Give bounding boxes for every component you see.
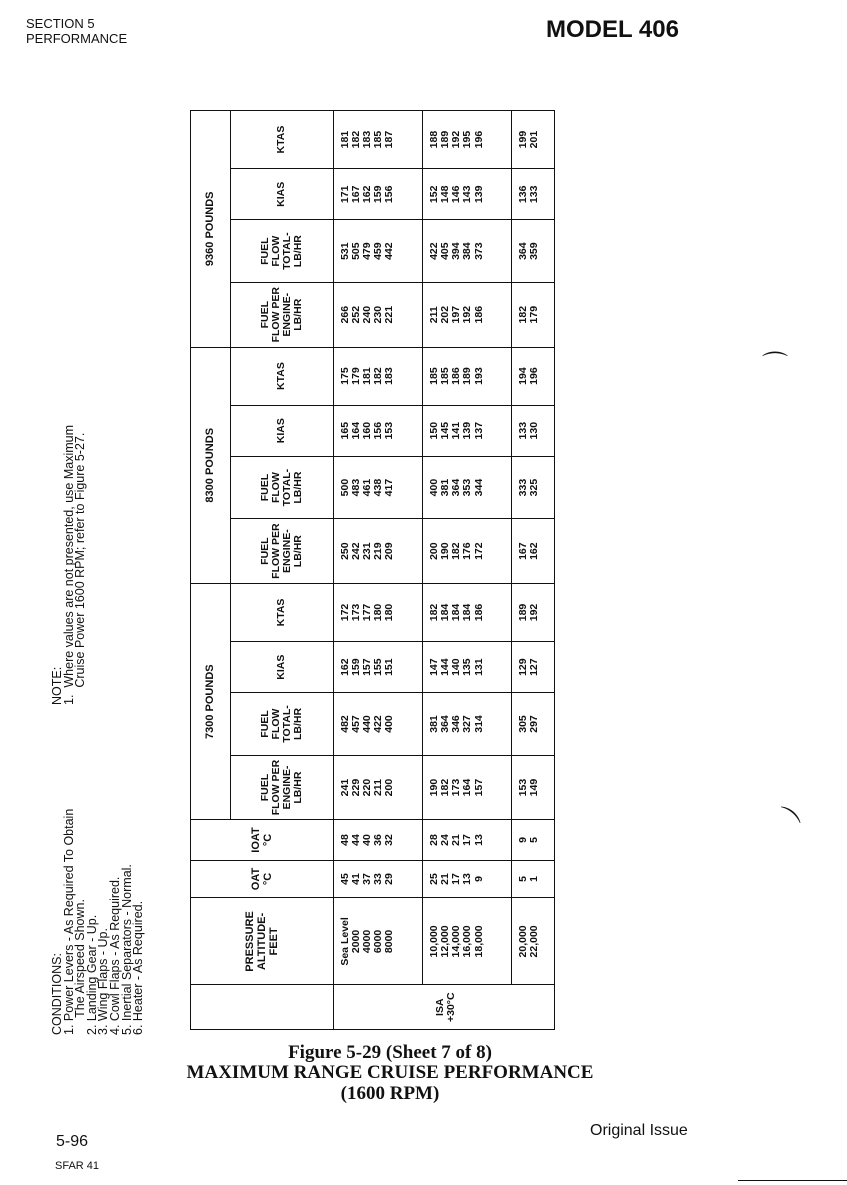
w7300-ff-engine-cell: 153 149 (511, 755, 554, 820)
oat-cell: 5 1 (511, 860, 554, 898)
note-block (52, 425, 87, 705)
table-body (333, 111, 554, 1030)
table-row (333, 111, 422, 1030)
w9360-ff-total-cell: 422 405 394 384 373 (422, 220, 511, 282)
margin-mark: ⌒ (762, 350, 789, 380)
w8300-ktas-cell: 175 179 181 182 183 (333, 347, 422, 405)
header-ioat: IOAT °C (191, 820, 334, 860)
header-ktas: KTAS (230, 583, 333, 641)
w8300-kias-cell: 133 130 (511, 405, 554, 456)
w9360-kias-cell: 136 133 (511, 169, 554, 220)
note-title: NOTE: (50, 666, 64, 705)
w8300-ff-engine-cell: 200 190 182 176 172 (422, 519, 511, 584)
isa-condition-label: ISA +30°C (333, 985, 554, 1030)
w7300-ff-total-cell: 305 297 (511, 693, 554, 755)
weight-9360: 9360 POUNDS (191, 111, 231, 348)
w7300-ktas-cell: 189 192 (511, 583, 554, 641)
issue-label: Original Issue (590, 1122, 688, 1139)
condition-item: 1. Power Levers - As Required To Obtain (61, 808, 76, 1035)
ioat-cell: 48 44 40 36 32 (333, 820, 422, 860)
header-oat: OAT °C (191, 860, 334, 898)
condition-item: 3. Wing Flaps - Up. (96, 928, 111, 1035)
w8300-ff-engine-cell: 167 162 (511, 519, 554, 584)
w7300-kias-cell: 147 144 140 135 131 (422, 641, 511, 692)
w7300-kias-cell: 129 127 (511, 641, 554, 692)
header-kias: KIAS (230, 405, 333, 456)
w9360-kias-cell: 171 167 162 159 156 (333, 169, 422, 220)
w7300-kias-cell: 162 159 157 155 151 (333, 641, 422, 692)
condition-item: 2. Landing Gear - Up. (84, 914, 99, 1035)
ioat-cell: 9 5 (511, 820, 554, 860)
w8300-ktas-cell: 185 185 186 189 193 (422, 347, 511, 405)
condition-item: 6. Heater - As Required. (131, 900, 146, 1035)
page-number: 5-96 (56, 1133, 89, 1150)
w8300-ff-total-cell: 500 483 461 438 417 (333, 456, 422, 518)
conditions-title: CONDITIONS: (50, 953, 64, 1035)
w9360-ff-total-cell: 364 359 (511, 220, 554, 282)
w8300-ff-engine-cell: 250 242 231 219 209 (333, 519, 422, 584)
weight-header-row (191, 111, 231, 1030)
figure-caption-line2: MAXIMUM RANGE CRUISE PERFORMANCE (186, 1062, 594, 1083)
w7300-ktas-cell: 172 173 177 180 180 (333, 583, 422, 641)
altitude-cell: Sea Level 2000 4000 6000 8000 (333, 898, 422, 985)
section-title: SECTION 5 (26, 16, 95, 31)
weight-7300: 7300 POUNDS (191, 583, 231, 819)
condition-item: The Airspeed Shown. (73, 899, 88, 1035)
header-ff-total: FUEL FLOW TOTAL- LB/HR (230, 456, 333, 518)
w9360-ff-engine-cell: 182 179 (511, 282, 554, 347)
sfar-label: SFAR 41 (55, 1160, 100, 1172)
ioat-cell: 28 24 21 17 13 (422, 820, 511, 860)
altitude-cell: 10,000 12,000 14,000 16,000 18,000 (422, 898, 511, 985)
w8300-kias-cell: 165 164 160 156 153 (333, 405, 422, 456)
w7300-ff-total-cell: 381 364 346 327 314 (422, 693, 511, 755)
section-subtitle: PERFORMANCE (26, 31, 128, 46)
rotated-figure (40, 105, 555, 1035)
header-ff-engine: FUEL FLOW PER ENGINE- LB/HR (230, 519, 333, 584)
header-ff-engine: FUEL FLOW PER ENGINE- LB/HR (230, 282, 333, 347)
w8300-ktas-cell: 194 196 (511, 347, 554, 405)
w7300-ff-engine-cell: 190 182 173 164 157 (422, 755, 511, 820)
header-pressure-altitude: PRESSURE ALTITUDE- FEET (191, 898, 334, 985)
w8300-ff-total-cell: 333 325 (511, 456, 554, 518)
section-header (26, 16, 127, 46)
condition-item: 5. Inertial Separators - Normal. (119, 864, 134, 1035)
header-ff-total: FUEL FLOW TOTAL- LB/HR (230, 693, 333, 755)
conditions-block (52, 809, 145, 1035)
w9360-ff-total-cell: 531 505 479 459 442 (333, 220, 422, 282)
w8300-kias-cell: 150 145 141 139 137 (422, 405, 511, 456)
w7300-ktas-cell: 182 184 184 184 186 (422, 583, 511, 641)
header-ff-total: FUEL FLOW TOTAL- LB/HR (230, 220, 333, 282)
w9360-ff-engine-cell: 211 202 197 192 186 (422, 282, 511, 347)
header-ff-engine: FUEL FLOW PER ENGINE- LB/HR (230, 755, 333, 820)
w8300-ff-total-cell: 400 381 364 353 344 (422, 456, 511, 518)
table-row (422, 111, 511, 1030)
figure-caption-line3: (1600 RPM) (340, 1083, 440, 1104)
blank-header (191, 985, 334, 1030)
weight-8300: 8300 POUNDS (191, 347, 231, 583)
w7300-ff-engine-cell: 241 229 220 211 200 (333, 755, 422, 820)
header-ktas: KTAS (230, 111, 333, 169)
margin-mark: ⌒ (765, 801, 805, 842)
oat-cell: 45 41 37 33 29 (333, 860, 422, 898)
w9360-ktas-cell: 181 182 183 185 187 (333, 111, 422, 169)
model-title: MODEL 406 (546, 16, 679, 43)
header-kias: KIAS (230, 169, 333, 220)
table-row (511, 111, 554, 1030)
altitude-cell: 20,000 22,000 (511, 898, 554, 985)
note-item: 1. Where values are not presented, use Maximum (61, 425, 76, 705)
cruise-performance-table (190, 110, 555, 1030)
header-ktas: KTAS (230, 347, 333, 405)
header-kias: KIAS (230, 641, 333, 692)
footer-rule (738, 1180, 847, 1181)
figure-caption-line1: Figure 5-29 (Sheet 7 of 8) (288, 1042, 492, 1063)
oat-cell: 25 21 17 13 9 (422, 860, 511, 898)
w7300-ff-total-cell: 482 457 440 422 400 (333, 693, 422, 755)
w9360-ktas-cell: 199 201 (511, 111, 554, 169)
note-item: Cruise Power 1600 RPM; refer to Figure 5-27. (73, 432, 88, 705)
w9360-ff-engine-cell: 266 252 240 230 221 (333, 282, 422, 347)
w9360-ktas-cell: 188 189 192 195 196 (422, 111, 511, 169)
w9360-kias-cell: 152 148 146 143 139 (422, 169, 511, 220)
condition-item: 4. Cowl Flaps - As Required. (107, 876, 122, 1035)
